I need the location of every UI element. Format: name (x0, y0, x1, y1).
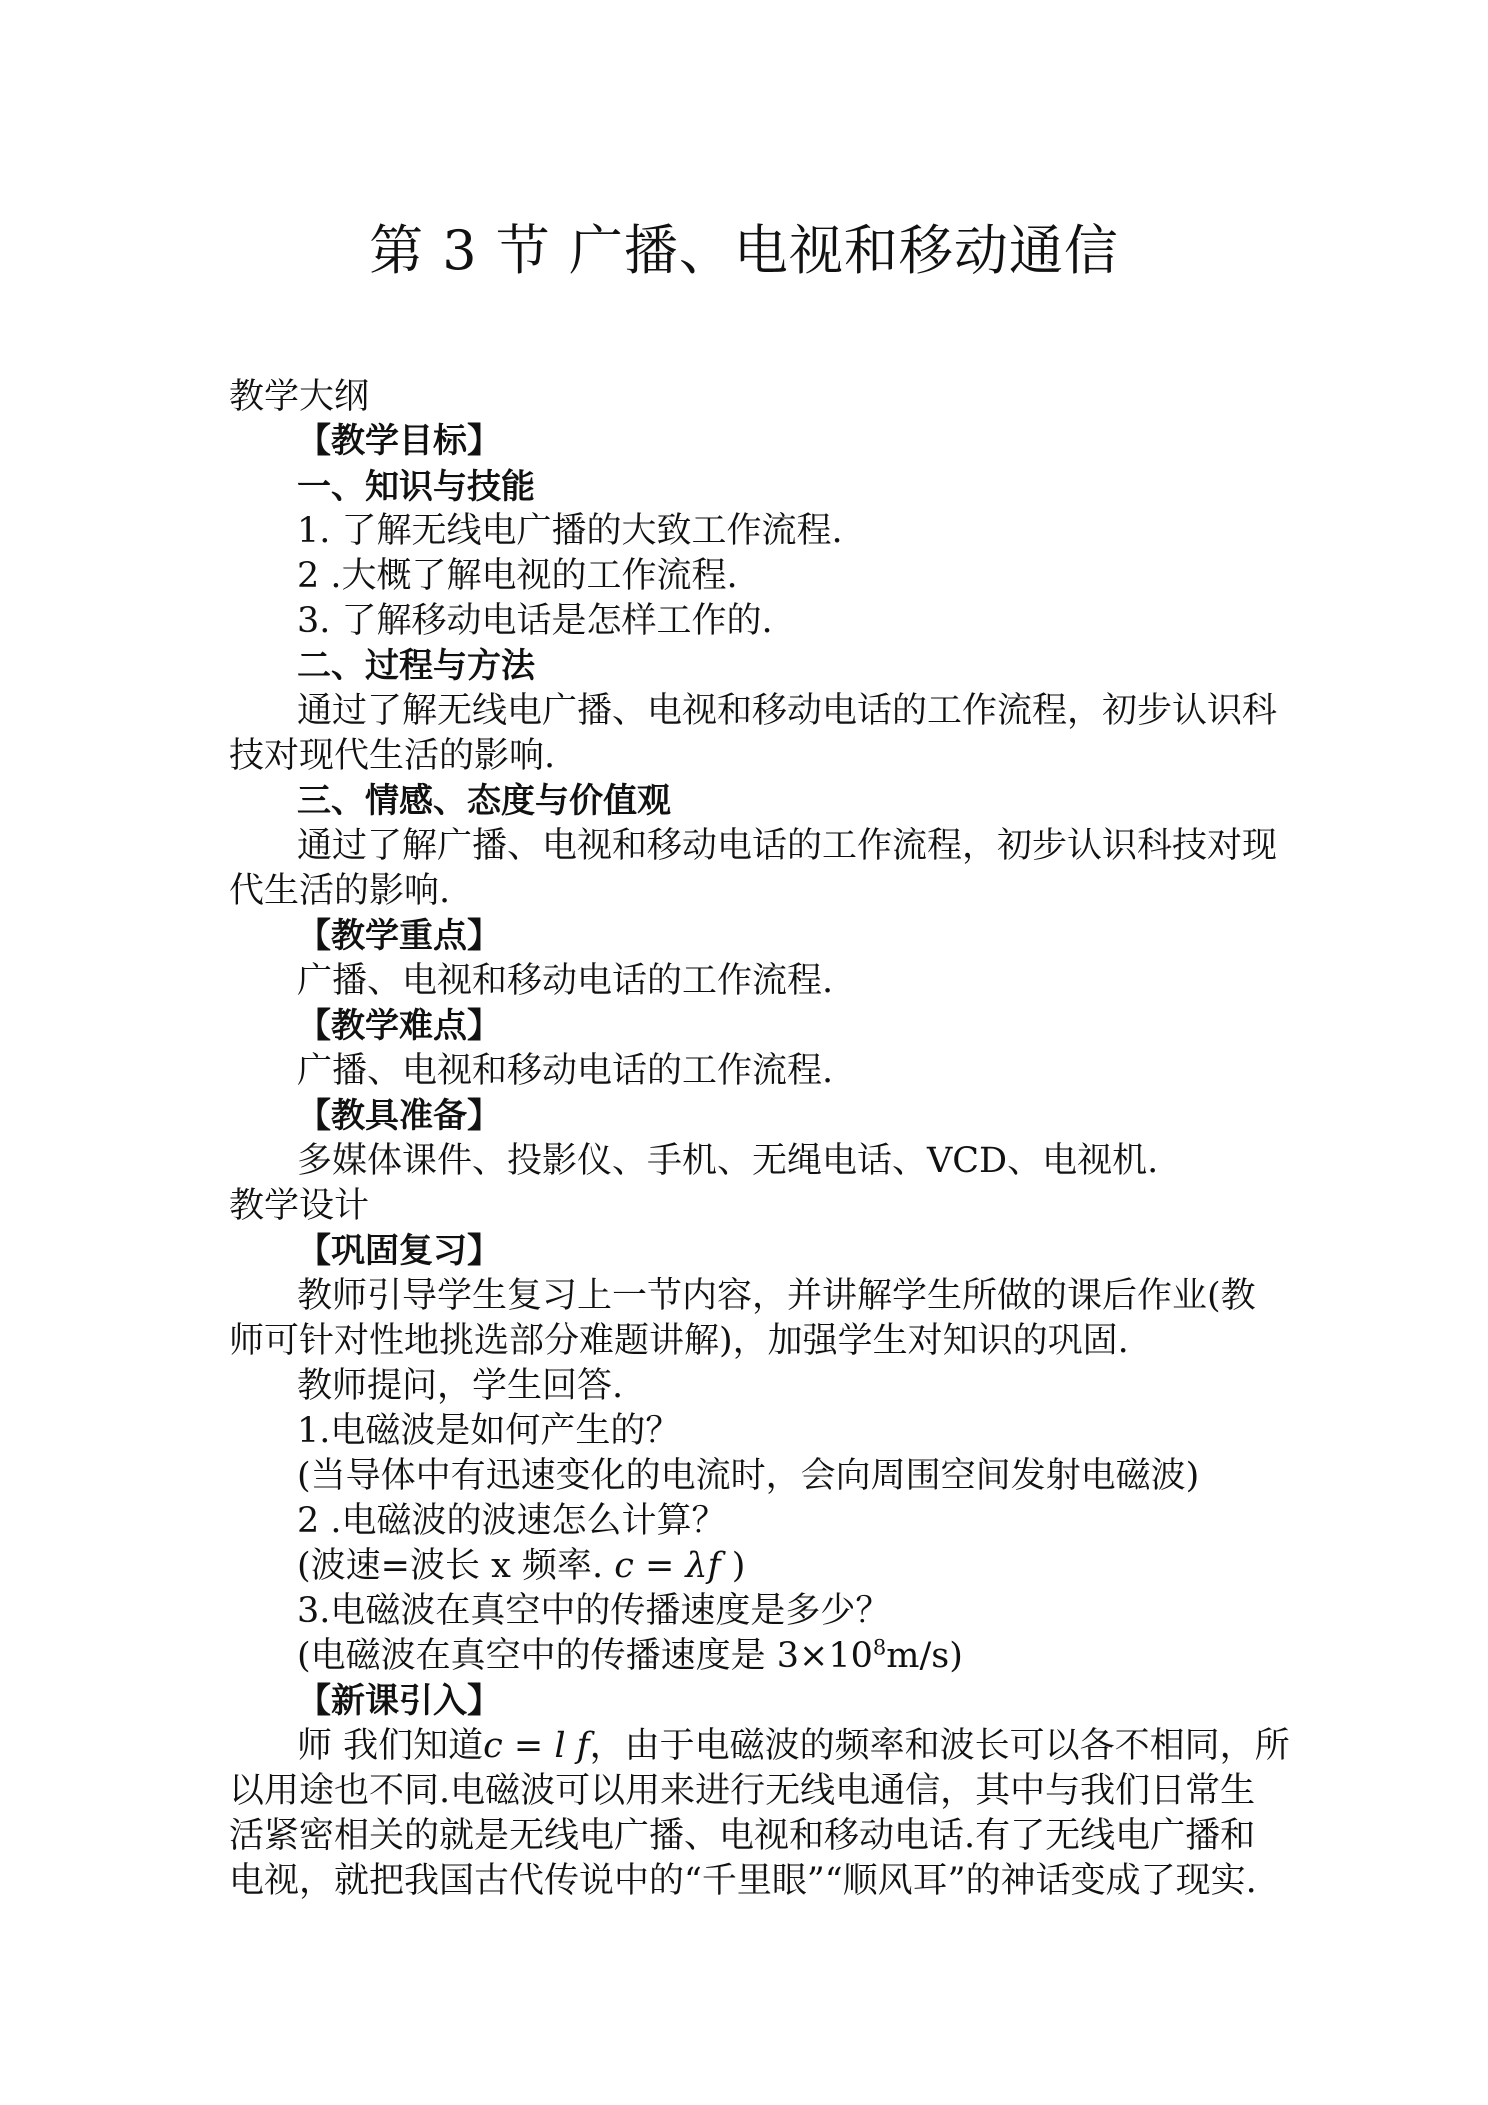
review-text: 教师引导学生复习上一节内容，并讲解学生所做的课后作业(教 (297, 1276, 1256, 1316)
answer-2 (297, 1543, 1269, 1589)
design-heading: 教学设计 (229, 1186, 370, 1226)
knowledge-item: 1. 了解无线电广播的大致工作流程. (297, 511, 843, 551)
knowledge-heading: 一、知识与技能 (297, 467, 535, 507)
intro-prefix: 师 我们知道 (297, 1726, 484, 1766)
answer-1: (当导体中有迅速变化的电流时，会向周围空间发射电磁波) (297, 1456, 1200, 1496)
question-1: 1.电磁波是如何产生的？ (297, 1411, 681, 1451)
knowledge-item: 2 .大概了解电视的工作流程. (297, 556, 738, 596)
intro-text-cont: 活紧密相关的就是无线电广播、电视和移动电话.有了无线电广播和 (229, 1816, 1256, 1856)
review-text-cont: 师可针对性地挑选部分难题讲解)，加强学生对知识的巩固. (229, 1321, 1129, 1361)
intro-formula: c = l f (483, 1726, 590, 1766)
qa-intro: 教师提问，学生回答. (297, 1366, 624, 1406)
emotion-text: 通过了解广播、电视和移动电话的工作流程，初步认识科技对现 (297, 826, 1278, 866)
knowledge-item: 3. 了解移动电话是怎样工作的. (297, 601, 773, 641)
answer-2-suffix: ) (720, 1546, 746, 1586)
intro-text-cont: 电视，就把我国古代传说中的“千里眼”“顺风耳”的神话变成了现实. (229, 1861, 1257, 1901)
answer-3 (297, 1633, 1269, 1679)
difficulty-heading: 【教学难点】 (297, 1006, 501, 1046)
difficulty-text: 广播、电视和移动电话的工作流程. (297, 1051, 834, 1091)
intro-heading: 【新课引入】 (297, 1681, 501, 1721)
review-heading: 【巩固复习】 (297, 1231, 501, 1271)
answer-3-exponent: 8 (872, 1635, 887, 1660)
question-3: 3.电磁波在真空中的传播速度是多少？ (297, 1591, 891, 1631)
outline-heading: 教学大纲 (229, 377, 370, 417)
process-text: 通过了解无线电广播、电视和移动电话的工作流程，初步认识科 (297, 691, 1278, 731)
tools-text: 多媒体课件、投影仪、手机、无绳电话、VCD、电视机. (297, 1141, 1159, 1181)
intro-suffix: ，由于电磁波的频率和波长可以各不相同，所 (589, 1726, 1290, 1766)
key-heading: 【教学重点】 (297, 916, 501, 956)
emotion-text-cont: 代生活的影响. (229, 871, 451, 911)
answer-2-prefix: (波速=波长 x 频率. (297, 1546, 615, 1586)
tools-heading: 【教具准备】 (297, 1096, 501, 1136)
answer-3-suffix: m/s) (886, 1636, 963, 1676)
question-2: 2 .电磁波的波速怎么计算？ (297, 1501, 727, 1541)
emotion-heading: 三、情感、态度与价值观 (297, 781, 671, 821)
process-text-cont: 技对现代生活的影响. (229, 736, 556, 776)
wave-speed-formula: c = λf (614, 1546, 721, 1586)
answer-3-prefix: (电磁波在真空中的传播速度是 3×10 (297, 1636, 873, 1676)
objectives-heading: 【教学目标】 (297, 421, 501, 461)
process-heading: 二、过程与方法 (297, 646, 535, 686)
intro-text-cont: 以用途也不同.电磁波可以用来进行无线电通信，其中与我们日常生 (229, 1771, 1256, 1811)
key-text: 广播、电视和移动电话的工作流程. (297, 961, 834, 1001)
intro-text (297, 1723, 1290, 1769)
page-title: 第 3 节 广播、电视和移动通信 (369, 219, 1119, 282)
